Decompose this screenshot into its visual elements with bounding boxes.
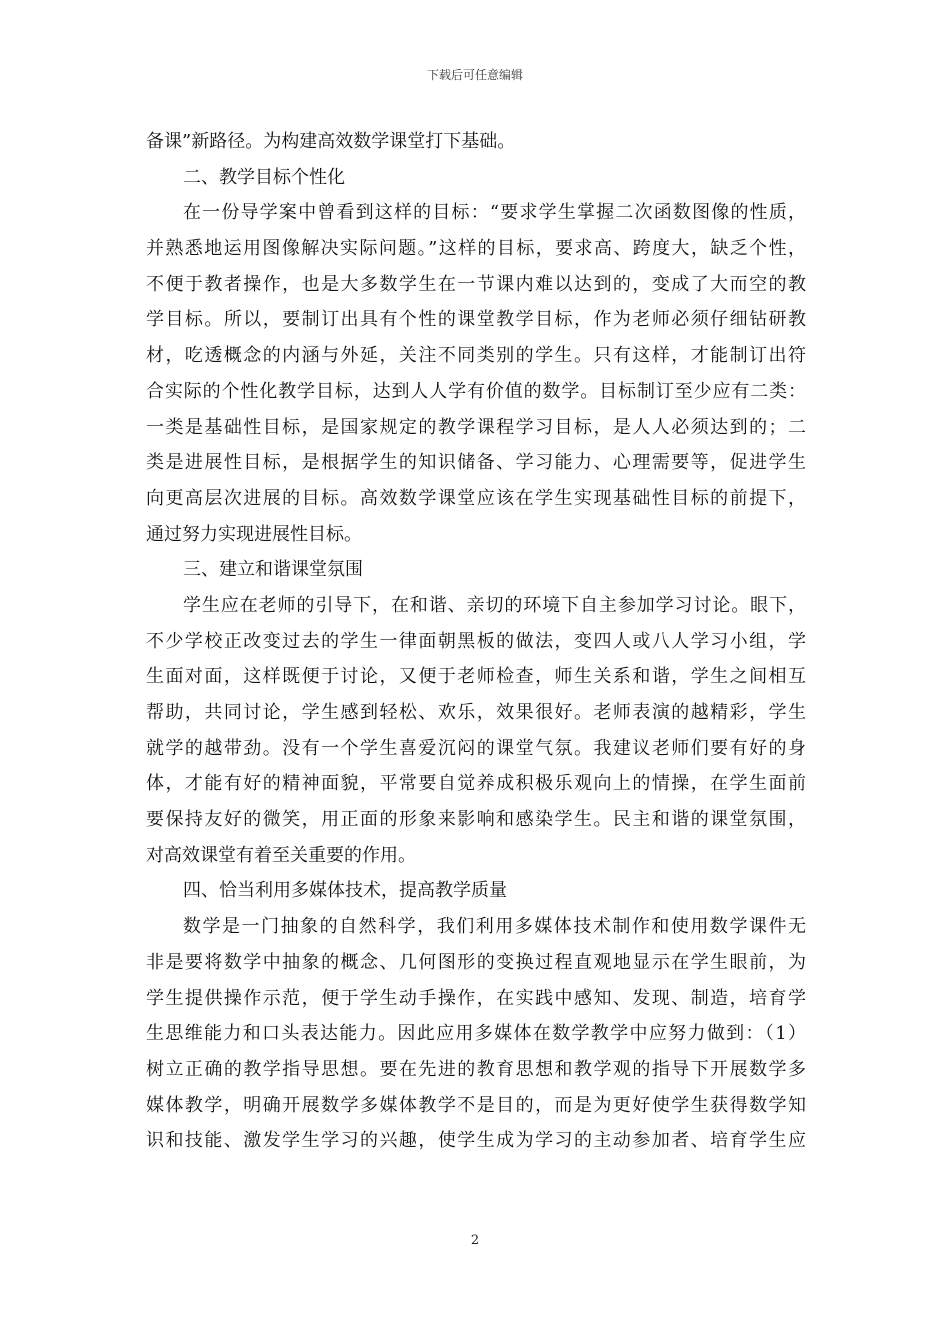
page-number: 2 (470, 1233, 480, 1248)
paragraph-line: 合实际的个性化教学目标，达到人人学有价值的数学。目标制订至少应有二类： (146, 380, 806, 402)
paragraph-line: 对高效课堂有着至关重要的作用。 (146, 844, 416, 866)
paragraph-line: 不便于教者操作，也是大多数学生在一节课内难以达到的，变成了大而空的教 (146, 273, 806, 295)
paragraph-line: 媒体教学，明确开展数学多媒体教学不是目的，而是为更好使学生获得数学知 (146, 1094, 806, 1116)
paragraph-line: 并熟悉地运用图像解决实际问题。”这样的目标，要求高、跨度大，缺乏个性， (146, 238, 806, 260)
paragraph-line: 材，吃透概念的内涵与外延，关注不同类别的学生。只有这样，才能制订出符 (146, 345, 806, 367)
paragraph-line: 体，才能有好的精神面貌，平常要自觉养成积极乐观向上的情操，在学生面前 (146, 773, 806, 795)
paragraph-line: 类是进展性目标，是根据学生的知识储备、学习能力、心理需要等，促进学生 (146, 452, 806, 474)
paragraph-line: 向更高层次进展的目标。高效数学课堂应该在学生实现基础性目标的前提下， (146, 487, 806, 509)
paragraph-line: 生思维能力和口头表达能力。因此应用多媒体在数学教学中应努力做到：（1） (146, 1023, 806, 1045)
paragraph-line: 学生提供操作示范，便于学生动手操作，在实践中感知、发现、制造，培育学 (146, 987, 806, 1009)
paragraph-line: 不少学校正改变过去的学生一律面朝黑板的做法，变四人或八人学习小组，学 (146, 630, 806, 652)
paragraph-line: 一类是基础性目标，是国家规定的教学课程学习目标，是人人必须达到的；二 (146, 416, 806, 438)
section-heading: 二、教学目标个性化 (183, 166, 345, 188)
section-heading: 三、建立和谐课堂氛围 (183, 559, 363, 581)
section-heading: 四、恰当利用多媒体技术，提高教学质量 (183, 880, 507, 902)
paragraph-line: 在一份导学案中曾看到这样的目标：“要求学生掌握二次函数图像的性质， (183, 202, 806, 224)
paragraph-line: 就学的越带劲。没有一个学生喜爱沉闷的课堂气氛。我建议老师们要有好的身 (146, 737, 806, 759)
document-body (146, 124, 806, 1159)
paragraph-line: 非是要将数学中抽象的概念、几何图形的变换过程直观地显示在学生眼前，为 (146, 951, 806, 973)
paragraph-line: 生面对面，这样既便于讨论，又便于老师检查，师生关系和谐，学生之间相互 (146, 666, 806, 688)
paragraph-line: 通过努力实现进展性目标。 (146, 523, 362, 545)
paragraph-line: 识和技能、激发学生学习的兴趣，使学生成为学习的主动参加者、培育学生应 (146, 1130, 806, 1152)
paragraph-line: 学目标。所以，要制订出具有个性的课堂教学目标，作为老师必须仔细钻研教 (146, 309, 806, 331)
paragraph-line: 数学是一门抽象的自然科学，我们利用多媒体技术制作和使用数学课件无 (183, 916, 806, 938)
paragraph-line: 树立正确的教学指导思想。要在先进的教育思想和教学观的指导下开展数学多 (146, 1058, 806, 1080)
page-header: 下载后可任意编辑 (426, 68, 523, 82)
paragraph-line: 帮助，共同讨论，学生感到轻松、欢乐，效果很好。老师表演的越精彩，学生 (146, 702, 806, 723)
paragraph-line: 学生应在老师的引导下，在和谐、亲切的环境下自主参加学习讨论。眼下， (183, 594, 806, 616)
paragraph-line: 备课”新路径。为构建高效数学课堂打下基础。 (146, 131, 516, 152)
paragraph-line: 要保持友好的微笑，用正面的形象来影响和感染学生。民主和谐的课堂氛围， (146, 809, 806, 831)
